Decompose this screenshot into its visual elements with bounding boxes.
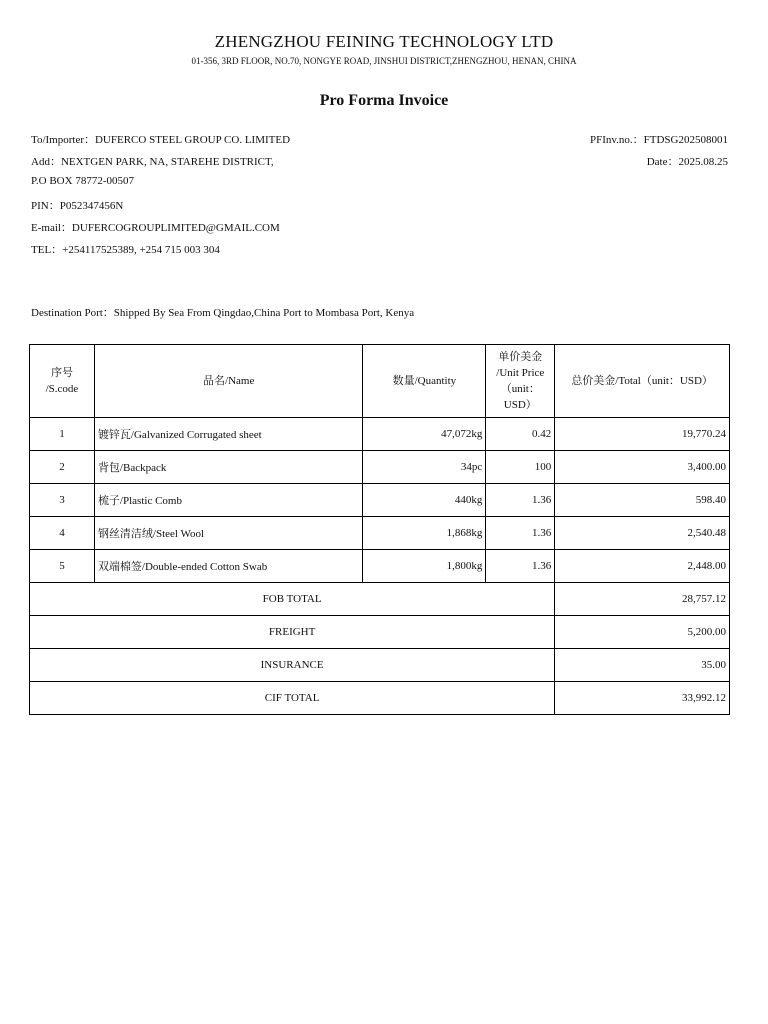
freight-row: [30, 616, 730, 649]
row-quantity: 1,868kg: [363, 517, 486, 550]
importer-tel: TEL：+254117525389, +254 715 003 304: [31, 244, 220, 256]
invoice-date: Date：2025.08.25: [646, 156, 728, 168]
row-quantity: 440kg: [363, 484, 486, 517]
row-quantity: 47,072kg: [363, 418, 486, 451]
insurance-label: INSURANCE: [30, 649, 555, 682]
row-unit-price: 1.36: [486, 484, 555, 517]
row-unit-price: 100: [486, 451, 555, 484]
header-code: [30, 345, 95, 418]
row-name: 梳子/Plastic Comb: [94, 484, 363, 517]
company-address: 01-356, 3RD FLOOR, NO.70, NONGYE ROAD, JINSHUI DISTRICT,ZHENGZHOU, HENAN, CHINA: [191, 56, 577, 66]
row-total: 2,448.00: [555, 550, 730, 583]
importer-email: E-mail：DUFERCOGROUPLIMITED@GMAIL.COM: [31, 222, 280, 234]
company-name: ZHENGZHOU FEINING TECHNOLOGY LTD: [214, 32, 554, 51]
row-name: 钢丝清洁绒/Steel Wool: [94, 517, 363, 550]
importer-pin: PIN：P052347456N: [31, 200, 124, 212]
importer-pobox: P.O BOX 78772-00507: [31, 175, 134, 187]
row-code: 1: [30, 418, 95, 451]
row-code: 2: [30, 451, 95, 484]
table-row: [30, 550, 730, 583]
table-header-row: [30, 345, 730, 418]
row-total: 598.40: [555, 484, 730, 517]
row-unit-price: 1.36: [486, 517, 555, 550]
row-name: 双端棉签/Double-ended Cotton Swab: [94, 550, 363, 583]
row-unit-price: 0.42: [486, 418, 555, 451]
table-row: [30, 484, 730, 517]
row-total: 2,540.48: [555, 517, 730, 550]
fob-total-label: FOB TOTAL: [30, 583, 555, 616]
row-quantity: 34pc: [363, 451, 486, 484]
header-code-cn: 序号: [50, 367, 73, 379]
fob-total-row: [30, 583, 730, 616]
row-code: 3: [30, 484, 95, 517]
row-unit-price: 1.36: [486, 550, 555, 583]
header-price-line1: 单价美金: [498, 351, 543, 363]
document-title: Pro Forma Invoice: [319, 92, 449, 109]
freight-label: FREIGHT: [30, 616, 555, 649]
row-code: 5: [30, 550, 95, 583]
header-price-line2: /Unit Price: [496, 367, 545, 379]
invoice-table: [29, 344, 730, 715]
table-row: [30, 418, 730, 451]
row-name: 背包/Backpack: [94, 451, 363, 484]
cif-total-value: 33,992.12: [555, 682, 730, 715]
header-name: 品名/Name: [94, 345, 363, 418]
header-quantity: 数量/Quantity: [363, 345, 486, 418]
row-code: 4: [30, 517, 95, 550]
invoice-number: PFInv.no.：FTDSG202508001: [589, 134, 728, 146]
cif-total-row: [30, 682, 730, 715]
table-row: [30, 517, 730, 550]
destination-port: Destination Port：Shipped By Sea From Qingdao,China Port to Mombasa Port, Kenya: [31, 307, 415, 319]
importer-address: Add：NEXTGEN PARK, NA, STAREHE DISTRICT,: [31, 156, 274, 168]
importer-to: To/Importer：DUFERCO STEEL GROUP CO. LIMITED: [31, 134, 291, 146]
insurance-value: 35.00: [555, 649, 730, 682]
freight-value: 5,200.00: [555, 616, 730, 649]
row-quantity: 1,800kg: [363, 550, 486, 583]
header-price-line3: （unit：: [500, 383, 540, 395]
insurance-row: [30, 649, 730, 682]
row-total: 3,400.00: [555, 451, 730, 484]
row-total: 19,770.24: [555, 418, 730, 451]
row-name: 镀锌瓦/Galvanized Corrugated sheet: [94, 418, 363, 451]
header-total: 总价美金/Total（unit：USD）: [555, 345, 730, 418]
header-code-en: /S.code: [45, 383, 79, 395]
fob-total-value: 28,757.12: [555, 583, 730, 616]
cif-total-label: CIF TOTAL: [30, 682, 555, 715]
table-row: [30, 451, 730, 484]
header-unit-price: [486, 345, 555, 418]
header-price-line4: USD）: [503, 399, 537, 411]
